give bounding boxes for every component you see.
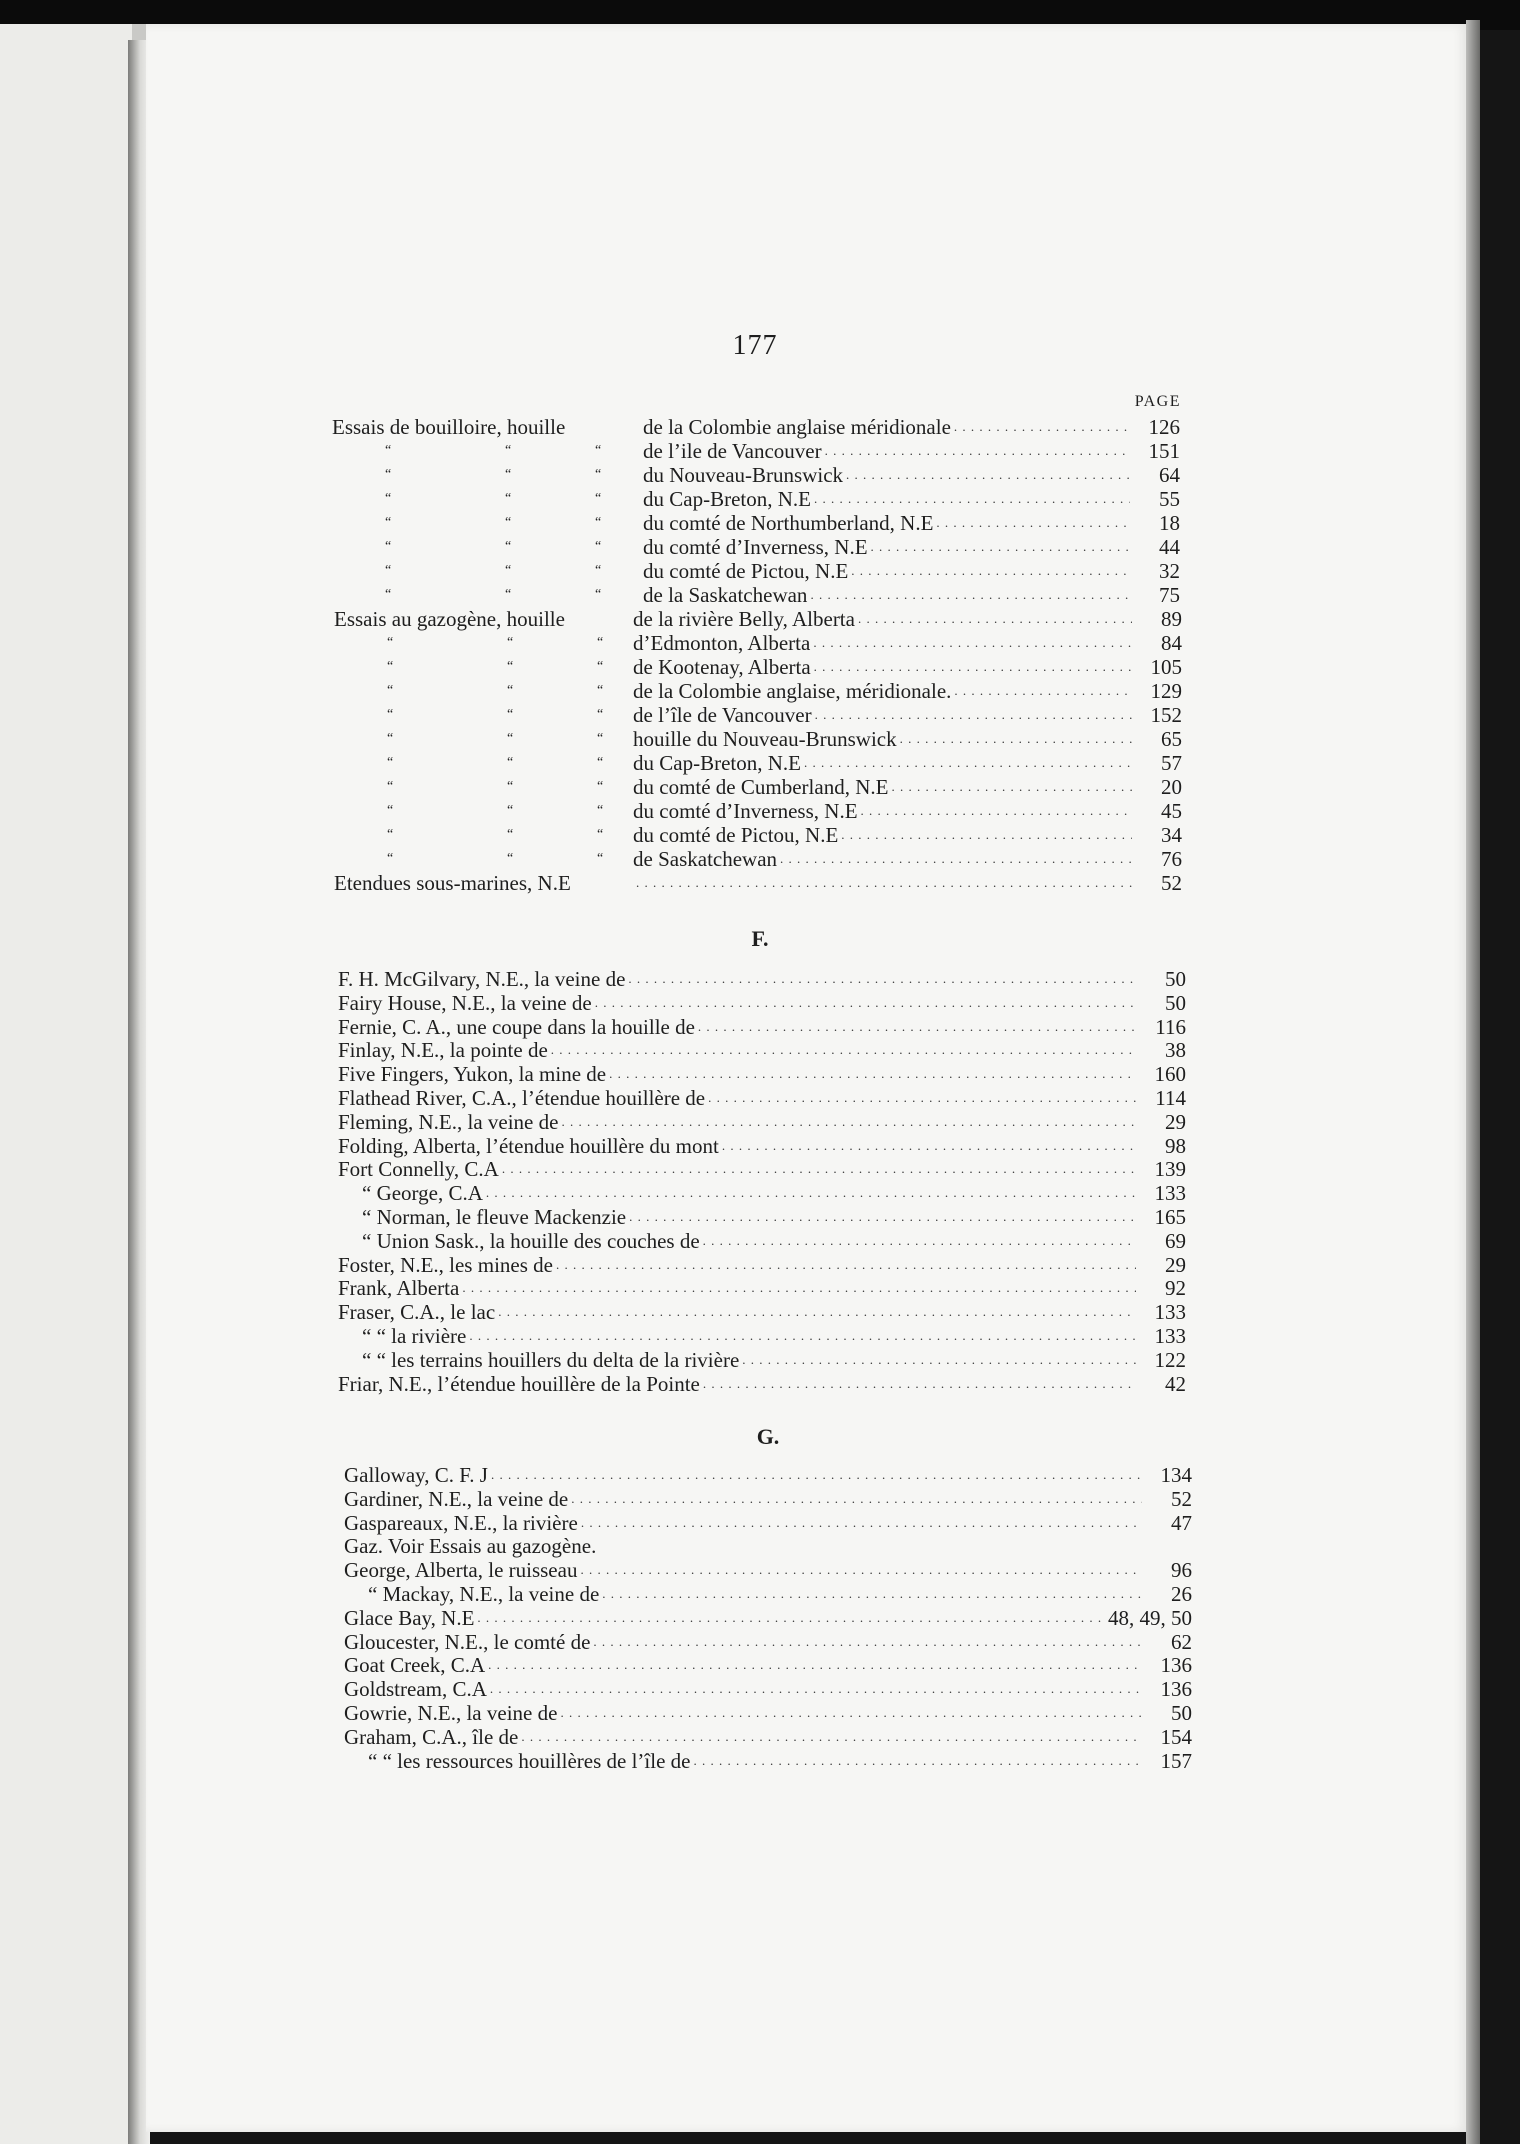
page-ref: 65	[1161, 727, 1182, 751]
page-ref: 62	[1171, 1629, 1192, 1654]
entry-text: de la Saskatchewan	[643, 583, 808, 607]
page-ref: 52	[1171, 1486, 1192, 1511]
entry-text: Graham, C.A., île de	[344, 1724, 519, 1749]
entry-text: du Cap-Breton, N.E	[643, 487, 811, 511]
dot-leader	[561, 1110, 1136, 1134]
page-ref: 64	[1159, 463, 1180, 487]
page-ref: 75	[1159, 583, 1180, 607]
page-ref: 50	[1171, 1701, 1192, 1725]
index-entry	[334, 775, 1182, 799]
entry-text: de l’ile de Vancouver	[643, 439, 822, 463]
ditto-mark: “	[597, 707, 604, 722]
dot-leader	[841, 823, 1132, 847]
entry-text: Five Fingers, Yukon, la mine de	[338, 1062, 607, 1087]
dot-leader	[814, 655, 1132, 679]
ditto-mark: “	[507, 635, 514, 650]
ditto-mark: “	[507, 659, 514, 674]
ditto-mark: “	[387, 827, 394, 842]
page-ref: 55	[1159, 487, 1180, 511]
page-ref: 29	[1165, 1109, 1186, 1134]
entry-text: Fleming, N.E., la veine de	[338, 1109, 559, 1134]
entry-text: de Kootenay, Alberta	[633, 655, 811, 679]
entry-text: Fort Connelly, C.A	[338, 1157, 499, 1182]
dot-leader	[609, 1062, 1136, 1086]
page-ref: 89	[1161, 607, 1182, 631]
entry-text: “ “ les terrains houillers du delta de la rivière	[362, 1347, 740, 1372]
dot-leader	[498, 1300, 1136, 1324]
index-entry	[332, 487, 1180, 511]
entry-text: de l’île de Vancouver	[633, 703, 812, 727]
entry-text: du Nouveau-Brunswick	[643, 463, 844, 487]
entry-text: du comté d’Inverness, N.E	[633, 799, 858, 823]
index-entry	[334, 655, 1182, 679]
ditto-mark: “	[505, 443, 512, 458]
entry-heading: Etendues sous-marines, N.E	[334, 871, 571, 895]
index-entry	[338, 1276, 1186, 1300]
page-ref: 18	[1159, 511, 1180, 535]
dot-leader	[571, 1487, 1142, 1511]
index-entry	[334, 871, 1182, 895]
index-entry	[344, 1463, 1192, 1487]
page-ref: 52	[1161, 871, 1182, 895]
dot-leader	[954, 415, 1130, 439]
page-ref: 129	[1150, 679, 1182, 703]
index-entry	[332, 535, 1180, 559]
entry-text: de la Colombie anglaise méridionale	[643, 415, 951, 439]
dot-leader	[846, 463, 1130, 487]
ditto-mark: “	[387, 803, 394, 818]
ditto-mark: “	[385, 539, 392, 554]
ditto-mark: “	[385, 443, 392, 458]
entry-text: Galloway, C. F. J	[344, 1463, 488, 1487]
entry-text: “ George, C.A	[362, 1181, 483, 1206]
index-entry	[338, 1348, 1186, 1372]
ditto-mark: “	[597, 731, 604, 746]
page-ref: 45	[1161, 799, 1182, 823]
entry-text: Friar, N.E., l’étendue houillère de la Pointe	[338, 1371, 700, 1396]
dot-leader	[742, 1348, 1136, 1372]
ditto-mark: “	[595, 467, 602, 482]
entry-text: du Cap-Breton, N.E	[633, 751, 801, 775]
page-ref: 116	[1155, 1014, 1186, 1039]
entry-text: Gloucester, N.E., le comté de	[344, 1629, 591, 1654]
entry-text: de la Colombie anglaise, méridionale.	[633, 679, 952, 703]
ditto-mark: “	[595, 491, 602, 506]
page-ref: 42	[1165, 1371, 1186, 1396]
ditto-mark: “	[507, 827, 514, 842]
page-ref: 133	[1154, 1324, 1186, 1348]
page-ref: 50	[1165, 990, 1186, 1015]
ditto-mark: “	[387, 659, 394, 674]
index-entry	[334, 751, 1182, 775]
page-ref: 57	[1161, 751, 1182, 775]
page-ref: 32	[1159, 559, 1180, 583]
ditto-mark: “	[597, 659, 604, 674]
dot-leader	[810, 583, 1130, 607]
dot-leader	[486, 1181, 1136, 1205]
ditto-mark: “	[385, 587, 392, 602]
entry-text: Gaz. Voir Essais au gazogène.	[344, 1534, 597, 1559]
dot-leader	[891, 775, 1132, 799]
ditto-mark: “	[505, 539, 512, 554]
dot-leader	[502, 1157, 1136, 1181]
dot-leader	[698, 1015, 1136, 1039]
index-entry	[338, 1086, 1186, 1110]
ditto-mark: “	[507, 803, 514, 818]
index-entry	[344, 1487, 1192, 1511]
entry-text: Gowrie, N.E., la veine de	[344, 1701, 558, 1725]
index-entry	[338, 1229, 1186, 1253]
index-entry	[332, 463, 1180, 487]
dot-leader	[858, 607, 1132, 631]
dot-leader	[462, 1276, 1136, 1300]
entry-heading: Essais au gazogène, houille	[334, 607, 565, 631]
entry-text: Frank, Alberta	[338, 1276, 460, 1301]
entry-text: du comté de Cumberland, N.E	[633, 775, 889, 799]
ditto-mark: “	[387, 707, 394, 722]
ditto-mark: “	[507, 707, 514, 722]
entry-text: George, Alberta, le ruisseau	[344, 1558, 578, 1583]
ditto-mark: “	[595, 515, 602, 530]
ditto-mark: “	[387, 731, 394, 746]
page-ref: 134	[1160, 1463, 1192, 1487]
index-entry	[338, 1015, 1186, 1039]
page-ref: 98	[1165, 1133, 1186, 1158]
dot-leader	[936, 511, 1130, 535]
dot-leader	[595, 991, 1136, 1015]
ditto-mark: “	[597, 755, 604, 770]
dot-leader	[814, 487, 1130, 511]
dot-leader	[491, 1463, 1142, 1487]
entry-text: “ “ la rivière	[362, 1324, 467, 1348]
page-ref: 152	[1150, 703, 1182, 727]
page-ref: 114	[1155, 1086, 1186, 1110]
ditto-mark: “	[385, 491, 392, 506]
ditto-mark: “	[385, 467, 392, 482]
dot-leader	[780, 847, 1132, 871]
page-ref: 126	[1148, 415, 1180, 439]
entry-text: du comté d’Inverness, N.E	[643, 535, 868, 559]
entry-text: du comté de Northumberland, N.E	[643, 511, 934, 535]
ditto-mark: “	[505, 467, 512, 482]
index-entry	[344, 1630, 1192, 1654]
entry-text: Finlay, N.E., la pointe de	[338, 1038, 548, 1063]
index-entry	[344, 1677, 1192, 1701]
ditto-mark: “	[507, 755, 514, 770]
dot-leader	[593, 1630, 1142, 1654]
page-ref: 122	[1154, 1347, 1186, 1372]
dot-leader	[825, 439, 1130, 463]
dot-leader	[703, 1372, 1136, 1396]
page-ref: 160	[1154, 1062, 1186, 1087]
page-ref: 133	[1154, 1300, 1186, 1325]
index-entry	[338, 1253, 1186, 1277]
index-entry	[332, 439, 1180, 463]
dot-leader	[521, 1725, 1142, 1749]
index-entry	[338, 1181, 1186, 1205]
page-ref: 96	[1171, 1558, 1192, 1583]
page-ref: 76	[1161, 847, 1182, 871]
ditto-mark: “	[597, 851, 604, 866]
entry-text: “ Mackay, N.E., la veine de	[368, 1582, 600, 1606]
dot-leader	[815, 703, 1132, 727]
page-column-header: PAGE	[1134, 393, 1181, 410]
index-entry	[344, 1534, 1192, 1558]
entry-text: Glace Bay, N.E	[344, 1605, 475, 1630]
index-entry	[338, 991, 1186, 1015]
dot-leader	[708, 1086, 1136, 1110]
dot-leader	[693, 1749, 1142, 1773]
ditto-mark: “	[387, 779, 394, 794]
entry-text: Foster, N.E., les mines de	[338, 1252, 553, 1277]
index-entry	[332, 583, 1180, 607]
ditto-mark: “	[387, 851, 394, 866]
page-ref: 136	[1160, 1653, 1192, 1678]
page-ref: 136	[1160, 1677, 1192, 1702]
ditto-mark: “	[595, 539, 602, 554]
page-ref: 47	[1171, 1510, 1192, 1535]
dot-leader	[628, 967, 1136, 991]
entry-text: “ Union Sask., la houille des couches de	[362, 1228, 700, 1253]
page-ref: 165	[1154, 1205, 1186, 1229]
page-ref: 92	[1165, 1276, 1186, 1301]
index-entry	[332, 415, 1180, 439]
ditto-mark: “	[507, 851, 514, 866]
ditto-mark: “	[595, 563, 602, 578]
index-entry	[344, 1701, 1192, 1725]
entry-text: “ “ les ressources houillères de l’île de	[368, 1748, 691, 1773]
entry-text: Goldstream, C.A	[344, 1677, 487, 1702]
entry-text: de la rivière Belly, Alberta	[633, 607, 855, 631]
dot-leader	[488, 1653, 1142, 1677]
index-entry	[334, 607, 1182, 631]
page-ref: 139	[1154, 1157, 1186, 1182]
page-ref: 38	[1165, 1038, 1186, 1063]
page-ref: 34	[1161, 823, 1182, 847]
dot-leader	[580, 1558, 1142, 1582]
ditto-mark: “	[385, 563, 392, 578]
entry-text: Fraser, C.A., le lac	[338, 1300, 496, 1325]
index-entry	[344, 1725, 1192, 1749]
index-entry	[344, 1606, 1192, 1630]
dot-leader	[954, 679, 1132, 703]
index-entry	[338, 1110, 1186, 1134]
ditto-mark: “	[595, 443, 602, 458]
dot-leader	[556, 1253, 1136, 1277]
dot-leader	[851, 559, 1130, 583]
entry-text: houille du Nouveau-Brunswick	[633, 727, 897, 751]
ditto-mark: “	[507, 779, 514, 794]
index-entry	[344, 1558, 1192, 1582]
dot-leader	[599, 1534, 1142, 1558]
ditto-mark: “	[505, 491, 512, 506]
index-entry	[334, 823, 1182, 847]
entry-text: de Saskatchewan	[633, 847, 778, 871]
index-entry	[344, 1511, 1192, 1535]
page-ref: 44	[1159, 535, 1180, 559]
dot-leader	[804, 751, 1132, 775]
page-ref: 154	[1160, 1724, 1192, 1749]
index-entry	[344, 1749, 1192, 1773]
page-ref: 26	[1171, 1582, 1192, 1606]
entry-text: Gardiner, N.E., la veine de	[344, 1486, 569, 1511]
index-entry	[338, 1324, 1186, 1348]
index-entry	[338, 1372, 1186, 1396]
page-ref: 151	[1148, 439, 1180, 463]
index-entry	[338, 1038, 1186, 1062]
ditto-mark: “	[387, 683, 394, 698]
index-entry	[338, 967, 1186, 991]
index-entry	[332, 511, 1180, 535]
ditto-mark: “	[507, 683, 514, 698]
index-entry	[332, 559, 1180, 583]
entry-text: d’Edmonton, Alberta	[633, 631, 811, 655]
dot-leader	[900, 727, 1132, 751]
ditto-mark: “	[385, 515, 392, 530]
index-entry	[334, 799, 1182, 823]
dot-leader	[551, 1038, 1136, 1062]
index-entry	[344, 1653, 1192, 1677]
page-ref: 84	[1161, 631, 1182, 655]
index-entry	[334, 847, 1182, 871]
ditto-mark: “	[597, 827, 604, 842]
dot-leader	[629, 1205, 1136, 1229]
entry-text: Gaspareaux, N.E., la rivière	[344, 1510, 578, 1535]
dot-leader	[703, 1229, 1136, 1253]
page-ref: 157	[1160, 1748, 1192, 1773]
index-entry	[344, 1582, 1192, 1606]
ditto-mark: “	[505, 587, 512, 602]
ditto-mark: “	[597, 803, 604, 818]
section-letter-g: G.	[756, 1424, 780, 1449]
entry-text: Flathead River, C.A., l’étendue houillère de	[338, 1086, 706, 1110]
page-ref: 133	[1154, 1181, 1186, 1206]
page-ref: 69	[1165, 1228, 1186, 1253]
page-ref: 48, 49, 50	[1108, 1605, 1192, 1630]
dot-leader	[813, 631, 1132, 655]
ditto-mark: “	[597, 635, 604, 650]
entry-text: du comté de Pictou, N.E	[643, 559, 849, 583]
index-entry	[334, 631, 1182, 655]
ditto-mark: “	[597, 683, 604, 698]
ditto-mark: “	[505, 515, 512, 530]
index-entry	[338, 1300, 1186, 1324]
index-entry	[338, 1205, 1186, 1229]
entry-text: F. H. McGilvary, N.E., la veine de	[338, 967, 626, 991]
dot-leader	[722, 1134, 1136, 1158]
dot-leader	[636, 871, 1132, 895]
dot-leader	[602, 1582, 1142, 1606]
section-letter-f: F.	[751, 926, 769, 951]
ditto-mark: “	[387, 755, 394, 770]
page-ref: 105	[1150, 655, 1182, 679]
entry-text: Goat Creek, C.A	[344, 1653, 486, 1678]
entry-text: Folding, Alberta, l’étendue houillère du mont	[338, 1133, 719, 1158]
ditto-mark: “	[597, 779, 604, 794]
entry-text: du comté de Pictou, N.E	[633, 823, 839, 847]
index-entry	[334, 679, 1182, 703]
page-ref: 50	[1165, 967, 1186, 991]
page-number: 177	[732, 330, 778, 361]
dot-leader	[861, 799, 1132, 823]
ditto-mark: “	[505, 563, 512, 578]
dot-leader	[581, 1511, 1142, 1535]
index-entry	[338, 1062, 1186, 1086]
dot-leader	[477, 1606, 1102, 1630]
index-entry	[334, 727, 1182, 751]
index-entry	[338, 1157, 1186, 1181]
index-entry	[338, 1134, 1186, 1158]
entry-text: “ Norman, le fleuve Mackenzie	[362, 1205, 627, 1229]
dot-leader	[490, 1677, 1142, 1701]
page-ref: 20	[1161, 775, 1182, 799]
ditto-mark: “	[507, 731, 514, 746]
ditto-mark: “	[387, 635, 394, 650]
ditto-mark: “	[595, 587, 602, 602]
dot-leader	[469, 1324, 1136, 1348]
entry-text: Fernie, C. A., une coupe dans la houille de	[338, 1014, 695, 1039]
dot-leader	[871, 535, 1130, 559]
dot-leader	[560, 1701, 1142, 1725]
page-ref: 29	[1165, 1252, 1186, 1277]
index-entry	[334, 703, 1182, 727]
entry-heading: Essais de bouilloire, houille	[332, 415, 566, 439]
entry-text: Fairy House, N.E., la veine de	[338, 990, 592, 1015]
